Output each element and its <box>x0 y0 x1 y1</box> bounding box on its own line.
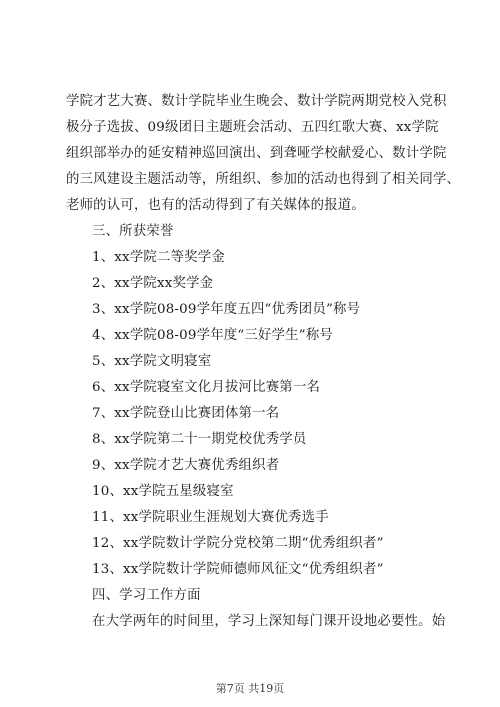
list-item: 12、xx学院数计学院分党校第二期“优秀组织者” <box>92 536 384 551</box>
page-footer: 第7页 共19页 <box>215 682 285 695</box>
list-item: 2、xx学院xx奖学金 <box>92 276 214 291</box>
list-item: 11、xx学院职业生涯规划大赛优秀选手 <box>92 510 329 525</box>
paragraph-line: 组织部举办的延安精神巡回演出、到聋哑学校献爱心、数计学院 <box>66 146 447 161</box>
list-item: 7、xx学院登山比赛团体第一名 <box>92 406 280 421</box>
paragraph-line: 的三风建设主题活动等，所组织、参加的活动也得到了相关同学、 <box>66 172 461 187</box>
list-item: 10、xx学院五星级寝室 <box>92 484 234 499</box>
paragraph-line: 学院才艺大赛、数计学院毕业生晚会、数计学院两期党校入党积 <box>66 94 447 109</box>
list-item: 4、xx学院08-09学年度“三好学生”称号 <box>92 328 334 343</box>
paragraph-line: 在大学两年的时间里，学习上深知每门课开设地必要性。始 <box>92 614 446 629</box>
section-heading: 四、学习工作方面 <box>92 588 201 603</box>
list-item: 3、xx学院08-09学年度五四“优秀团员”称号 <box>92 302 361 317</box>
list-item: 8、xx学院第二十一期党校优秀学员 <box>92 432 307 447</box>
list-item: 9、xx学院才艺大赛优秀组织者 <box>92 458 280 473</box>
list-item: 13、xx学院数计学院师德师风征文“优秀组织者” <box>92 562 384 577</box>
section-heading: 三、所获荣誉 <box>92 224 174 239</box>
list-item: 5、xx学院文明寝室 <box>92 354 212 369</box>
paragraph-line: 极分子选拔、09级团日主题班会活动、五四红歌大赛、xx学院 <box>66 120 439 135</box>
list-item: 6、xx学院寝室文化月拔河比赛第一名 <box>92 380 321 395</box>
paragraph-line: 老师的认可，也有的活动得到了有关媒体的报道。 <box>66 198 365 213</box>
list-item: 1、xx学院二等奖学金 <box>92 250 225 265</box>
